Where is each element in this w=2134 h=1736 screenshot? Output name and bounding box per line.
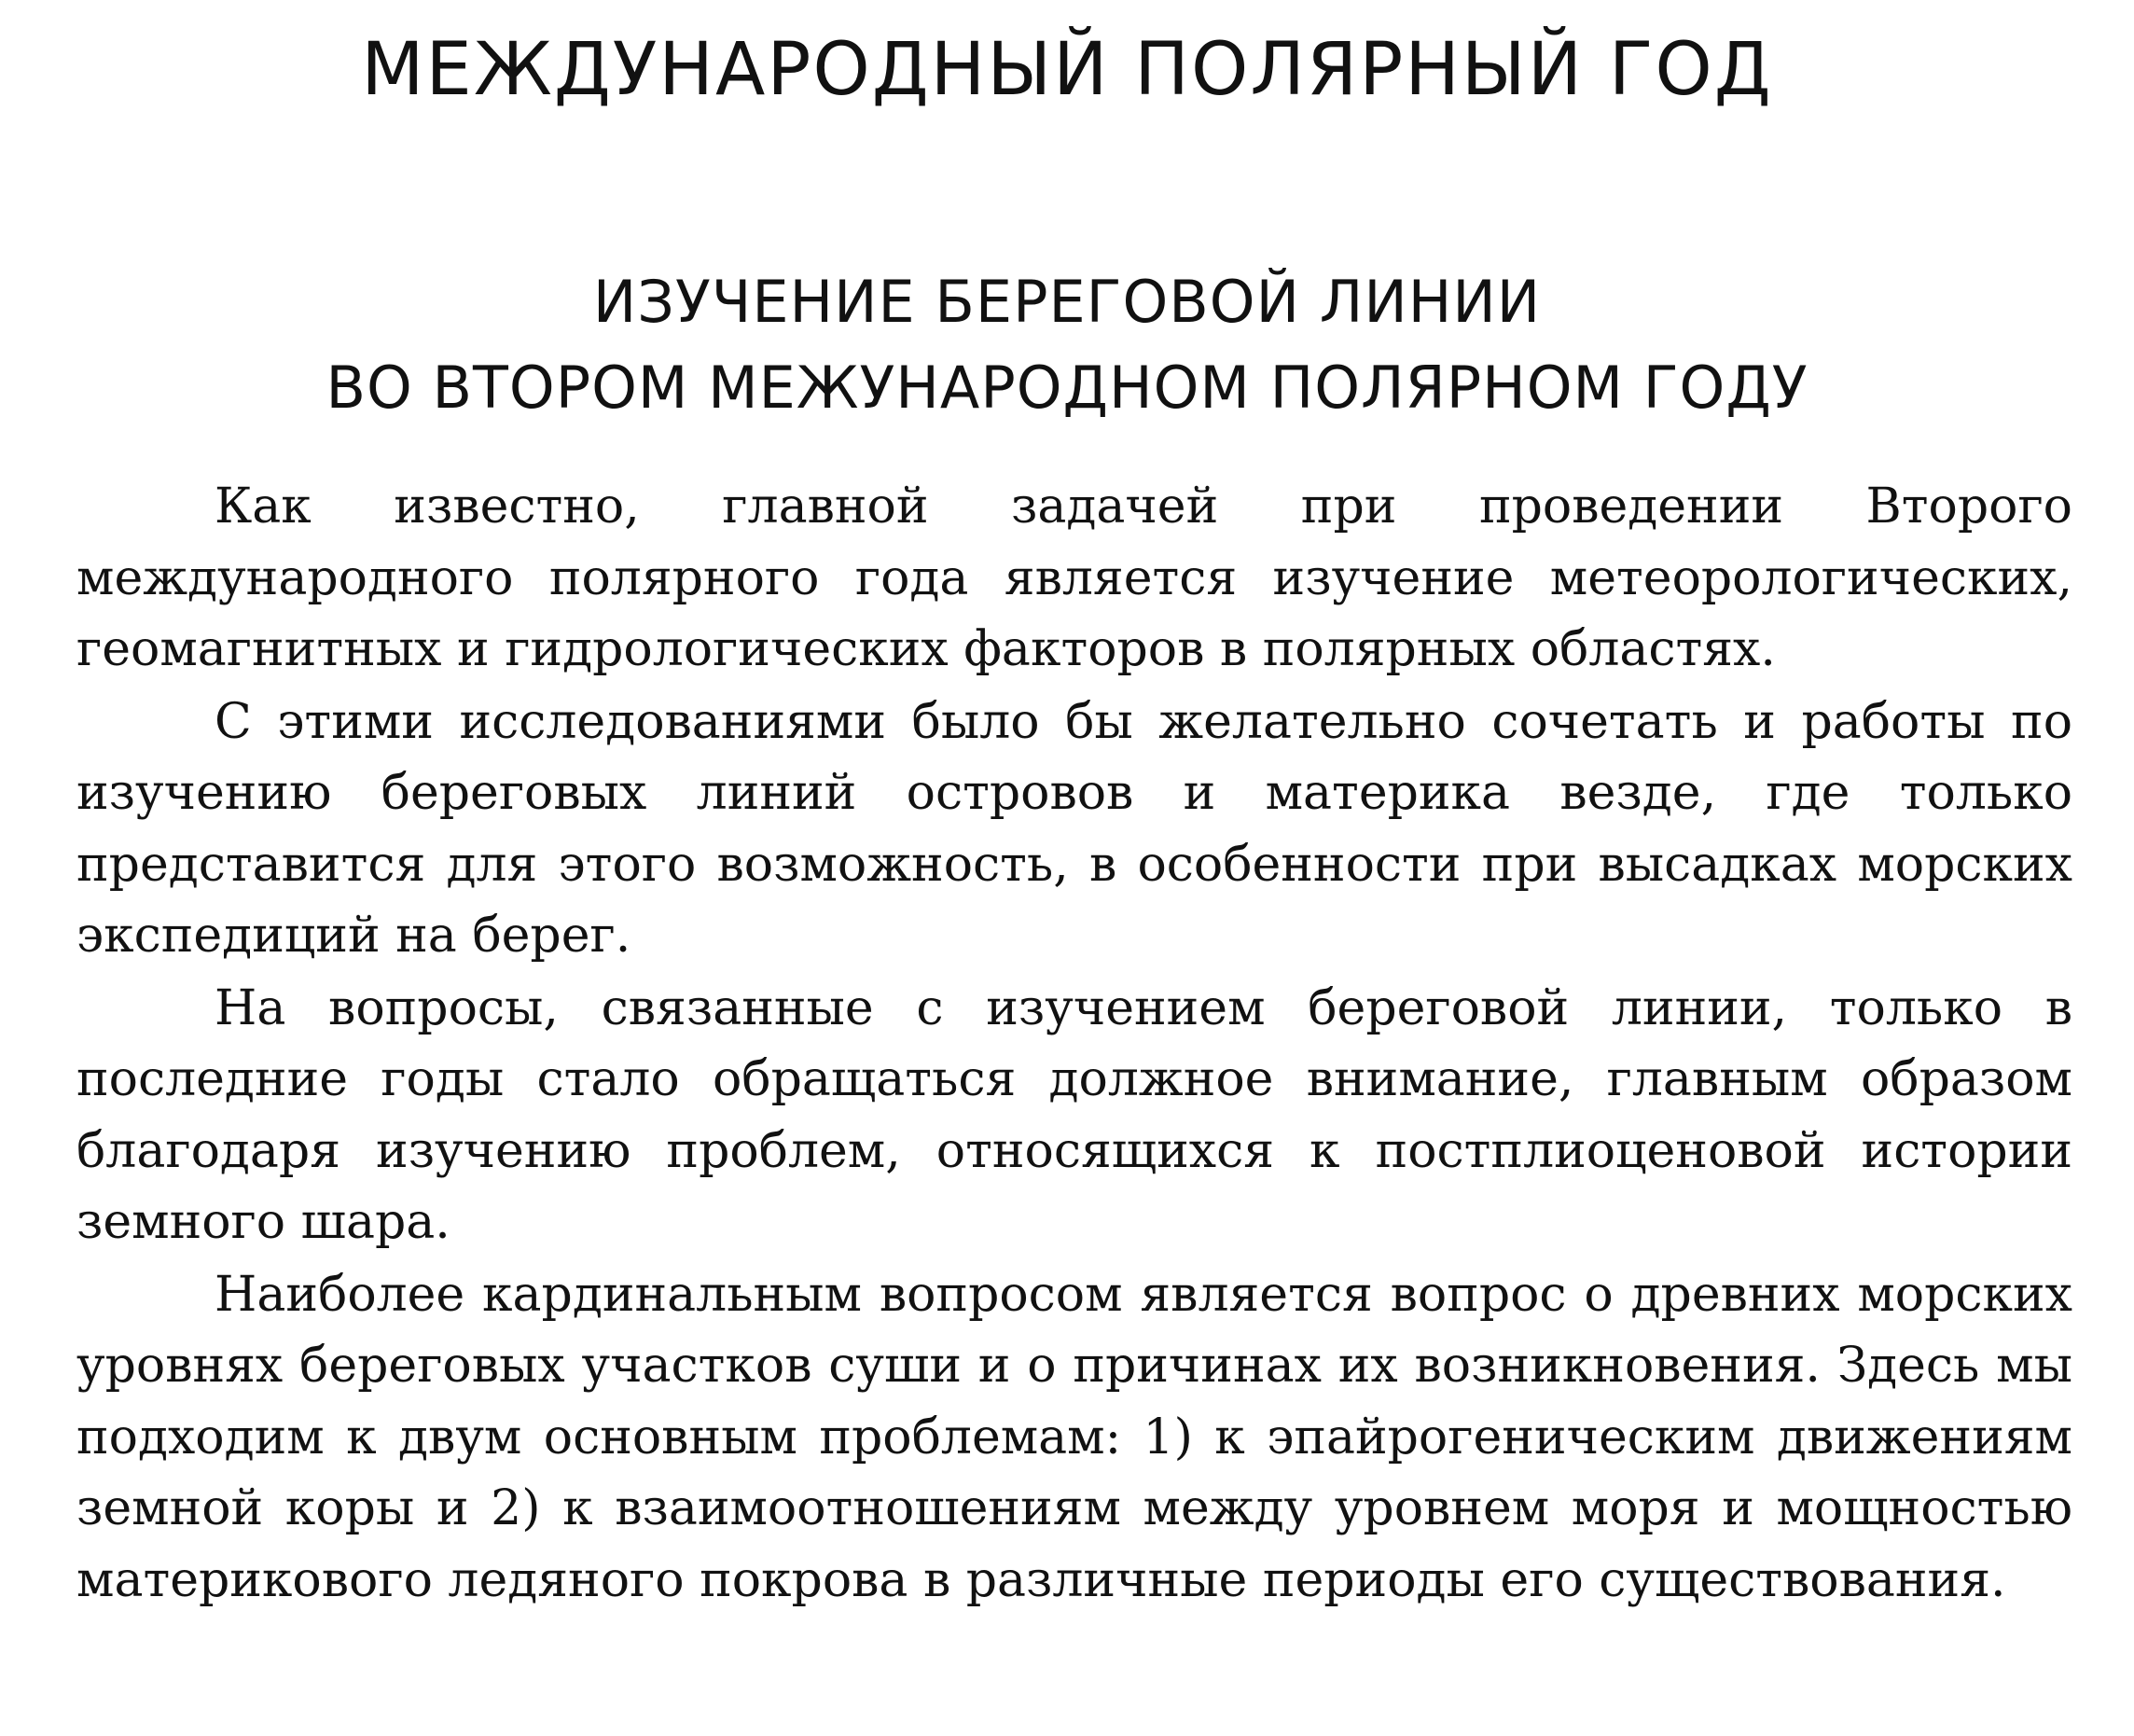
page-header-title: МЕЖДУНАРОДНЫЙ ПОЛЯРНЫЙ ГОД: [361, 28, 1773, 112]
paragraph-3: На вопросы, связанные с изучением береговой линии, только в последние годы стало обращаться должное внимание, главным образом благодаря изучению проблем, относящихся к постплиоценовой истории земного шара.: [76, 979, 2072, 1250]
paragraph-2: С этими исследованиями было бы желательно сочетать и работы по изучению береговых линий островов и материка везде, где только представится для этого возможность, в особенности при высадках морских экспедиций на берег.: [76, 693, 2072, 964]
paragraph-4: Наиболее кардинальным вопросом является вопрос о древних морских уровнях береговых участков суши и о причинах их возникновения. Здесь мы подходим к двум основным проблемам: 1) к эпайрогеническим движениям земной коры и 2) к взаимоотношениям между уровнем моря и мощностью материкового ледяного покрова в различные периоды его существования.: [76, 1266, 2072, 1608]
article-title: [0, 259, 2134, 431]
paragraph-1: Как известно, главной задачей при проведении Второго международного полярного года является изучение метеорологических, геомагнитных и гидрологических факторов в полярных областях.: [76, 479, 2072, 677]
article-title-line-2: ВО ВТОРОМ МЕЖУНАРОДНОМ ПОЛЯРНОМ ГОДУ: [326, 354, 1808, 422]
article-title-line-1: ИЗУЧЕНИЕ БЕРЕГОВОЙ ЛИНИИ: [592, 268, 1542, 336]
article-body: [76, 471, 2072, 1617]
